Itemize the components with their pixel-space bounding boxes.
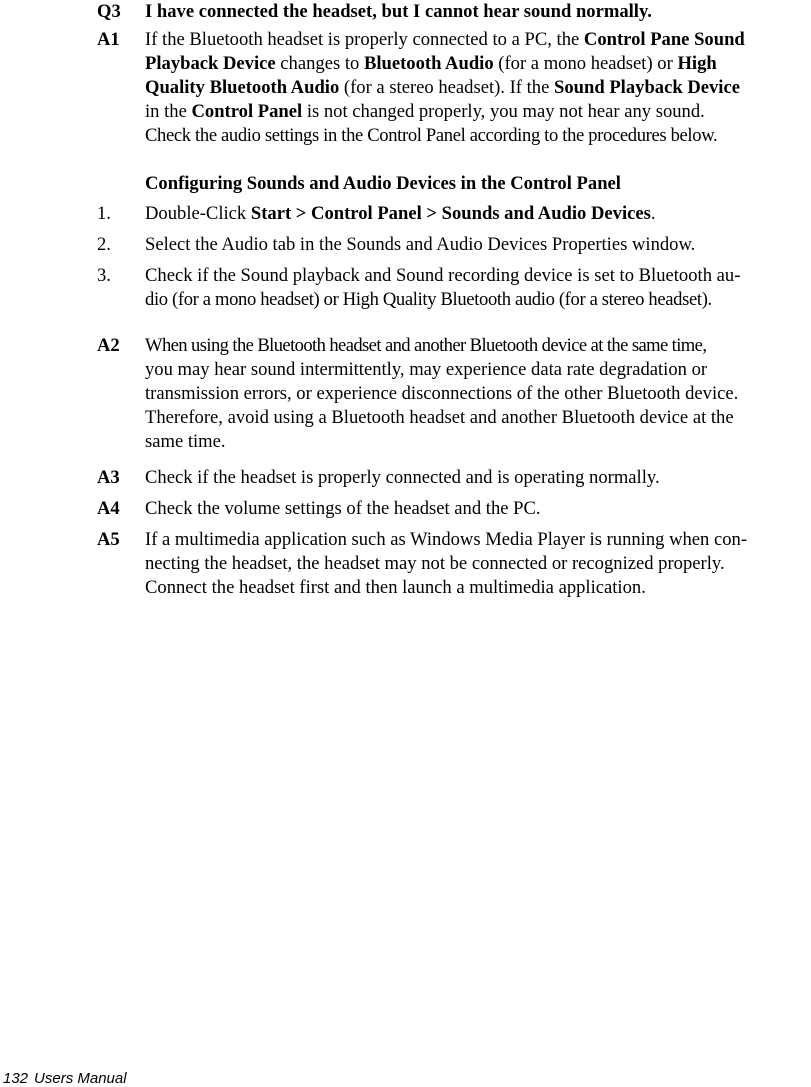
- answer-label: A5: [97, 529, 120, 550]
- answer-text: (for a mono headset) or: [493, 53, 678, 74]
- answer-line: transmission errors, or experience disconnections of the other Bluetooth device.: [145, 383, 739, 404]
- answer-text: (for a stereo headset). If the: [339, 77, 555, 98]
- answer-bold-text: Control Panel: [191, 101, 303, 122]
- answer-line: Check the audio settings in the Control Panel according to the procedures below.: [145, 125, 718, 146]
- answer-line: [145, 100, 811, 124]
- step-text-plain: .: [650, 203, 656, 224]
- step-1: [0, 202, 811, 226]
- answer-text: If the Bluetooth headset is properly connected to a PC, the: [145, 29, 584, 50]
- step-text: [145, 202, 811, 226]
- answer-line: [145, 52, 811, 76]
- page-number: 132: [3, 1070, 29, 1087]
- answer-bold-text: Control Pane Sound: [583, 29, 745, 50]
- answer-label: A3: [97, 467, 120, 488]
- answer-line: When using the Bluetooth headset and another Bluetooth device at the same time,: [145, 335, 707, 356]
- step-number: 1.: [97, 203, 111, 224]
- answer-line: Connect the headset first and then launch a multimedia application.: [145, 577, 646, 598]
- answer-a4: [0, 497, 811, 521]
- question-q3: [0, 0, 811, 24]
- step-text: dio (for a mono headset) or High Quality Bluetooth audio (for a stereo headset).: [145, 289, 712, 310]
- step-2: [0, 233, 811, 257]
- answer-line: Check if the headset is properly connected and is operating normally.: [145, 467, 660, 488]
- manual-title: Users Manual: [34, 1070, 127, 1087]
- section-heading: Configuring Sounds and Audio Devices in the Control Panel: [145, 173, 621, 194]
- step-3: [0, 264, 811, 312]
- step-menu-path: Start > Control Panel > Sounds and Audio Devices: [250, 203, 651, 224]
- step-text: Select the Audio tab in the Sounds and Audio Devices Properties window.: [145, 234, 696, 255]
- answer-bold-text: Playback Device: [145, 53, 276, 74]
- page-footer: [3, 1071, 127, 1087]
- answer-line: necting the headset, the headset may not be connected or recognized properly.: [145, 553, 725, 574]
- question-label: Q3: [97, 1, 121, 22]
- answer-text: is not changed properly, you may not hear any sound.: [302, 101, 705, 122]
- answer-a5: [0, 528, 811, 600]
- answer-a3: [0, 466, 811, 490]
- answer-line: same time.: [145, 431, 226, 452]
- question-text: I have connected the headset, but I cannot hear sound normally.: [145, 1, 652, 22]
- answer-bold-text: Bluetooth Audio: [363, 53, 494, 74]
- answer-line: If a multimedia application such as Windows Media Player is running when con-: [145, 529, 748, 550]
- answer-bold-text: Sound Playback Device: [554, 77, 740, 98]
- answer-label: A1: [97, 29, 120, 50]
- answer-a1: [0, 28, 811, 148]
- answer-line: [145, 28, 811, 52]
- step-text: Check if the Sound playback and Sound recording device is set to Bluetooth au-: [145, 265, 741, 286]
- answer-line: [145, 76, 811, 100]
- step-text-plain: Double-Click: [145, 203, 251, 224]
- step-number: 3.: [97, 265, 111, 286]
- step-number: 2.: [97, 234, 111, 255]
- answer-line: you may hear sound intermittently, may experience data rate degradation or: [145, 359, 708, 380]
- answer-bold-text: Quality Bluetooth Audio: [145, 77, 340, 98]
- answer-label: A2: [97, 335, 120, 356]
- answer-text: changes to: [275, 53, 364, 74]
- answer-line: Therefore, avoid using a Bluetooth headset and another Bluetooth device at the: [145, 407, 734, 428]
- answer-text: in the: [145, 101, 192, 122]
- answer-a2: [0, 334, 811, 454]
- answer-label: A4: [97, 498, 120, 519]
- answer-line: Check the volume settings of the headset and the PC.: [145, 498, 541, 519]
- answer-bold-text: High: [677, 53, 717, 74]
